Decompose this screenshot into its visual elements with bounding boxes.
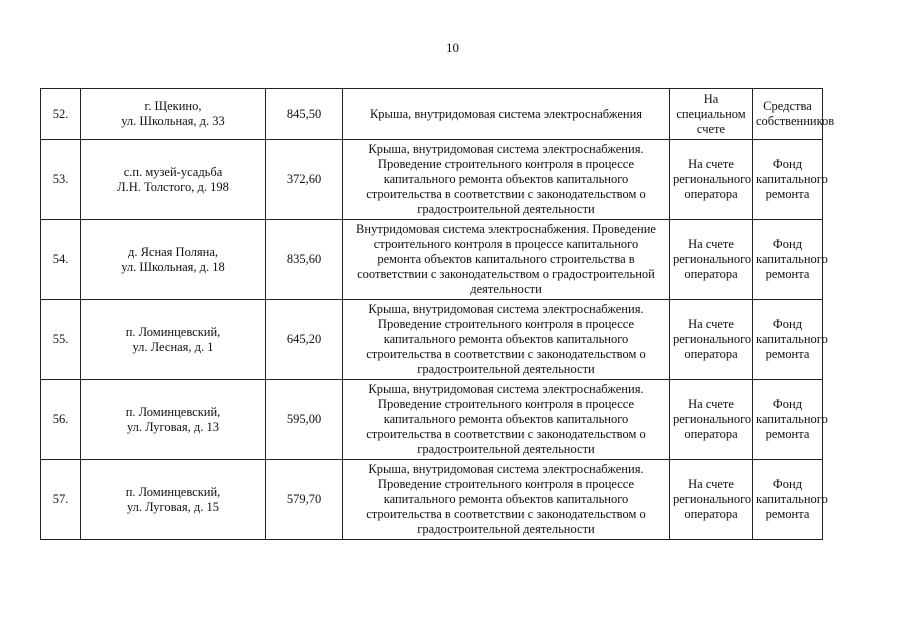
works-line: капитального ремонта объектов капитального <box>383 172 629 186</box>
funding-cell <box>753 140 828 220</box>
works-line: Проведение строительного контроля в процессе <box>377 157 635 171</box>
address-line: п. Ломинцевский, <box>125 404 221 419</box>
funding-line: капитального <box>756 412 828 426</box>
works-line: капитального ремонта объектов капитального <box>383 332 629 346</box>
address-line: ул. Лесная, д. 1 <box>132 339 214 354</box>
page-number: 10 <box>446 40 459 55</box>
address-line: п. Ломинцевский, <box>125 484 221 499</box>
works-line: Крыша, внутридомовая система электроснабжения. <box>368 382 644 396</box>
works-line: Проведение строительного контроля в процессе <box>377 317 635 331</box>
address-line: Л.Н. Толстого, д. 198 <box>117 179 229 194</box>
row-number: 53. <box>41 140 81 220</box>
address-line: п. Ломинцевский, <box>125 324 221 339</box>
funding-line: ремонта <box>765 187 810 201</box>
funding-line: капитального <box>756 492 828 506</box>
works-cell <box>343 140 670 220</box>
works-line: градостроительной деятельности <box>417 442 595 456</box>
repair-schedule-table <box>40 88 835 540</box>
account-line: На счете <box>688 397 734 411</box>
funding-line: ремонта <box>765 347 810 361</box>
funding-line: собственников <box>756 114 835 128</box>
account-line: счете <box>696 121 726 136</box>
row-number: 54. <box>41 220 81 300</box>
funding-cell <box>753 89 835 140</box>
works-line: деятельности <box>470 282 542 296</box>
address-line: ул. Школьная, д. 18 <box>121 259 225 274</box>
funding-line: Фонд <box>772 237 803 251</box>
account-line: регионального <box>673 412 752 426</box>
works-line: Проведение строительного контроля в процессе <box>377 397 635 411</box>
works-line: строительства в соответствии с законодательством о <box>366 187 646 201</box>
funding-line: капитального <box>756 332 828 346</box>
account-line: оператора <box>684 187 738 201</box>
account-cell <box>670 300 753 380</box>
area-cell: 595,00 <box>266 380 343 460</box>
table-row <box>41 300 823 380</box>
funding-line: ремонта <box>765 267 810 281</box>
funding-line: капитального <box>756 252 828 266</box>
funding-cell <box>753 300 828 380</box>
works-line: Крыша, внутридомовая система электроснабжения. <box>368 302 644 316</box>
area-cell: 845,50 <box>266 89 343 140</box>
account-line: На счете <box>688 157 734 171</box>
works-line: ремонта объектов капитального строительства в <box>377 252 635 266</box>
account-line: оператора <box>684 427 738 441</box>
account-line: На счете <box>688 477 734 491</box>
works-line: градостроительной деятельности <box>417 522 595 536</box>
area-cell: 579,70 <box>266 460 343 540</box>
works-line: строительства в соответствии с законодательством о <box>366 427 646 441</box>
works-line: Крыша, внутридомовая система электроснабжения <box>369 106 643 121</box>
funding-line: ремонта <box>765 507 810 521</box>
funding-cell <box>753 460 828 540</box>
account-line: На <box>703 91 719 106</box>
address-line: д. Ясная Поляна, <box>127 244 219 259</box>
funding-line: Фонд <box>772 317 803 331</box>
account-cell <box>670 89 753 140</box>
works-line: строительного контроля в процессе капитального <box>373 237 639 251</box>
account-line: регионального <box>673 332 752 346</box>
row-number: 56. <box>41 380 81 460</box>
account-line: оператора <box>684 267 738 281</box>
funding-line: капитального <box>756 172 828 186</box>
account-line: На счете <box>688 237 734 251</box>
table-body <box>41 89 835 540</box>
row-number: 52. <box>41 89 81 140</box>
address-line: с.п. музей-усадьба <box>123 164 223 179</box>
table-row <box>41 380 823 460</box>
account-cell <box>670 460 753 540</box>
works-line: строительства в соответствии с законодательством о <box>366 347 646 361</box>
works-line: капитального ремонта объектов капитального <box>383 412 629 426</box>
address-line: ул. Луговая, д. 13 <box>126 419 220 434</box>
address-cell <box>81 89 266 140</box>
table-row <box>41 140 823 220</box>
works-cell <box>343 300 670 380</box>
address-cell <box>81 460 266 540</box>
account-cell <box>670 140 753 220</box>
account-line: оператора <box>684 347 738 361</box>
funding-cell <box>753 220 828 300</box>
address-line: ул. Школьная, д. 33 <box>121 114 225 128</box>
funding-line: Фонд <box>772 157 803 171</box>
works-line: капитального ремонта объектов капитального <box>383 492 629 506</box>
account-cell <box>670 380 753 460</box>
works-cell <box>343 380 670 460</box>
works-line: Внутридомовая система электроснабжения. Проведение <box>356 222 656 236</box>
works-cell <box>343 460 670 540</box>
table-row <box>41 460 823 540</box>
address-line: ул. Луговая, д. 15 <box>126 499 220 514</box>
works-cell <box>343 89 670 140</box>
address-line: г. Щекино, <box>144 99 202 113</box>
area-cell: 835,60 <box>266 220 343 300</box>
row-number: 55. <box>41 300 81 380</box>
account-line: оператора <box>684 507 738 521</box>
works-line: строительства в соответствии с законодательством о <box>366 507 646 521</box>
account-line: регионального <box>673 172 752 186</box>
area-cell: 372,60 <box>266 140 343 220</box>
account-line: регионального <box>673 252 752 266</box>
account-cell <box>670 220 753 300</box>
area-cell: 645,20 <box>266 300 343 380</box>
works-line: Проведение строительного контроля в процессе <box>377 477 635 491</box>
account-line: специальном <box>676 106 746 121</box>
table-row <box>41 89 823 140</box>
funding-line: ремонта <box>765 427 810 441</box>
funding-line: Фонд <box>772 397 803 411</box>
address-cell <box>81 380 266 460</box>
works-line: Крыша, внутридомовая система электроснабжения. <box>368 142 644 156</box>
account-line: регионального <box>673 492 752 506</box>
works-line: соответствии с законодательством о градостроительной <box>357 267 655 281</box>
account-line: На счете <box>688 317 734 331</box>
works-line: градостроительной деятельности <box>417 202 595 216</box>
funding-line: Фонд <box>772 477 803 491</box>
row-number: 57. <box>41 460 81 540</box>
funding-cell <box>753 380 828 460</box>
address-cell <box>81 140 266 220</box>
address-cell <box>81 220 266 300</box>
works-line: Крыша, внутридомовая система электроснабжения. <box>368 462 644 476</box>
funding-line: Средства <box>763 99 812 113</box>
works-cell <box>343 220 670 300</box>
works-line: градостроительной деятельности <box>417 362 595 376</box>
table-row <box>41 220 823 300</box>
address-cell <box>81 300 266 380</box>
